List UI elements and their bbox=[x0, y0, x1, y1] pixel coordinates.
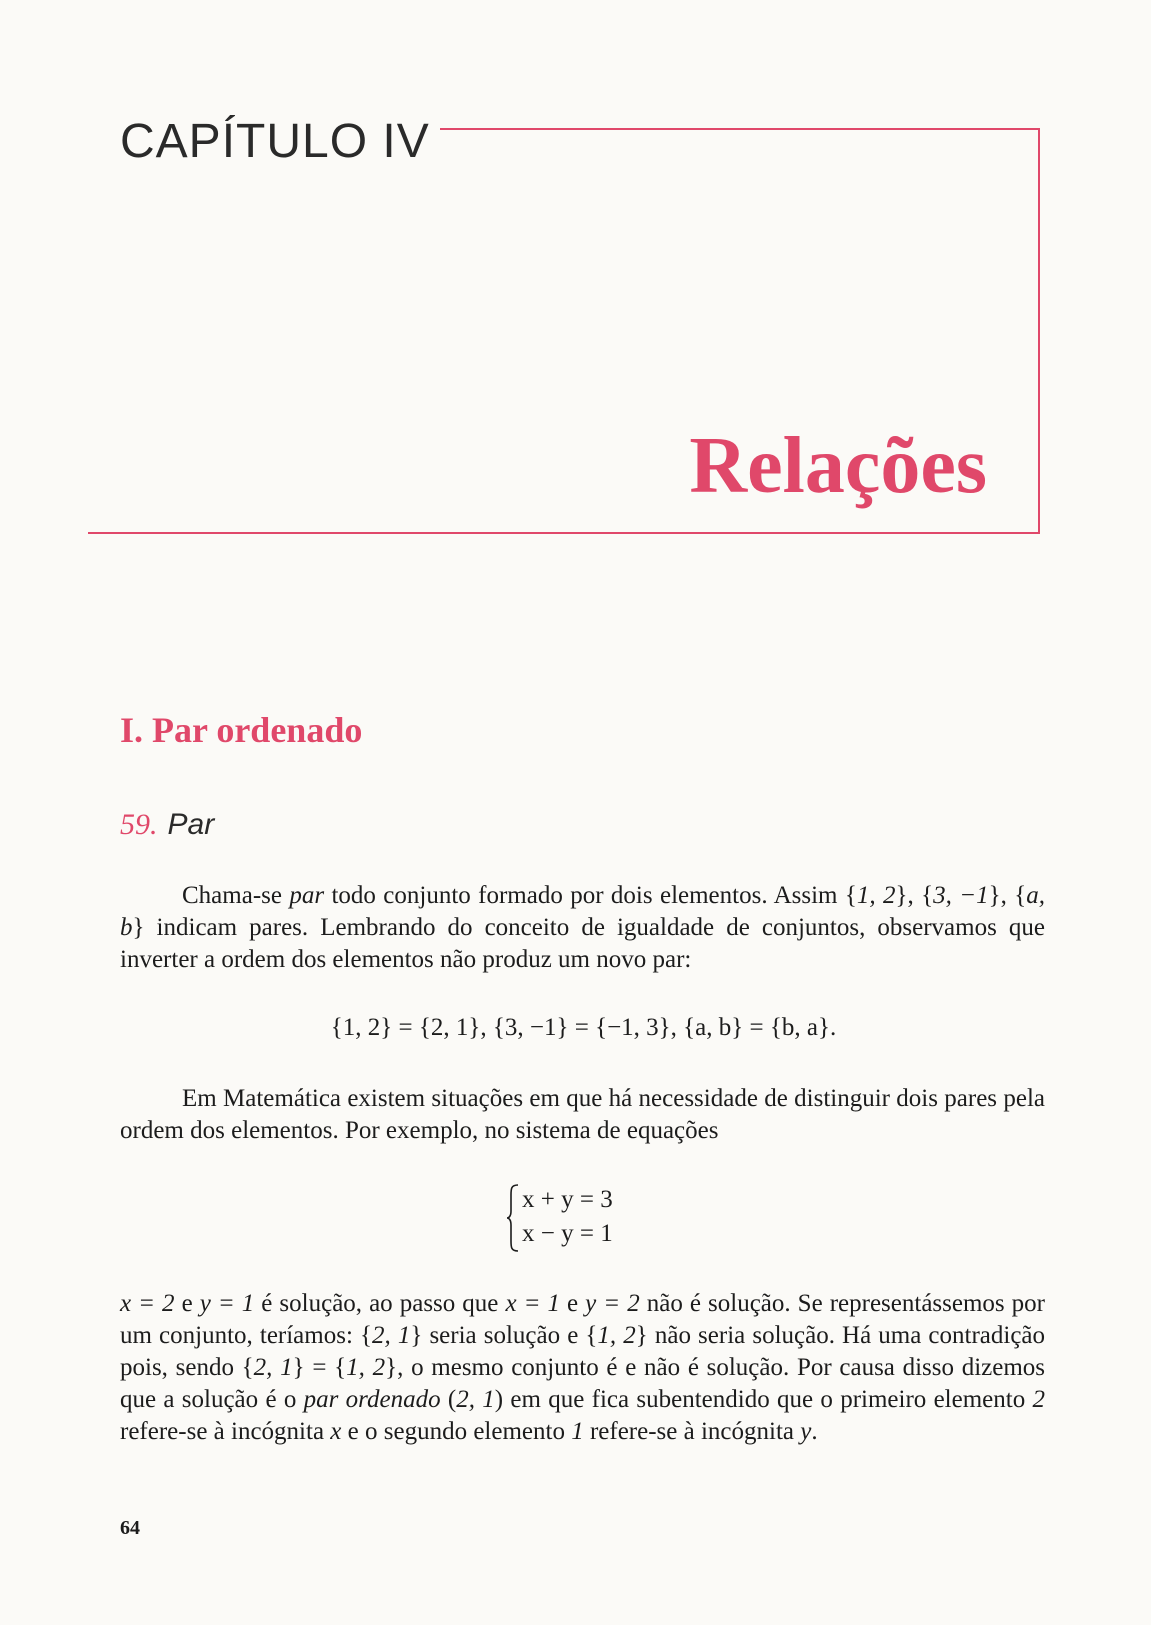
paragraph-definition: Chama-se par todo conjunto formado por dois elementos. Assim {1, 2}, {3, −1}, {a, b} indicam pares. Lembrando do conceito de igualdade de conjuntos, observamos que inverter a ordem dos elementos não produz um novo par: bbox=[120, 882, 1046, 973]
chapter-label: CAPÍTULO IV bbox=[120, 115, 430, 168]
subsection-number: 59. bbox=[120, 808, 158, 841]
left-brace-icon bbox=[506, 1183, 522, 1253]
chapter-frame-bottom-rule bbox=[88, 532, 1040, 534]
page-number: 64 bbox=[120, 1517, 140, 1539]
paragraph-order-motivation: Em Matemática existem situações em que há necessidade de distinguir dois pares pela ordem dos elementos. Por exemplo, no sistema de equações bbox=[120, 1085, 1045, 1144]
chapter-frame-top-rule bbox=[440, 128, 1040, 130]
chapter-title: Relações bbox=[689, 422, 987, 510]
system-equation-1: x + y = 3 bbox=[522, 1186, 613, 1213]
subsection-heading bbox=[120, 810, 214, 840]
system-equation-2: x − y = 1 bbox=[522, 1220, 613, 1247]
subsection-title: Par bbox=[167, 808, 215, 841]
section-heading: I. Par ordenado bbox=[120, 710, 363, 750]
equation-system bbox=[506, 1183, 666, 1253]
paragraph-ordered-pair: x = 2 e y = 1 é solução, ao passo que x = 1 e y = 2 não é solução. Se representássemos por um conjunto, teríamos: {2, 1} seria solução e {1, 2} não seria solução. Há uma contradição pois, sendo {2, 1} = {1, 2}, o mesmo conjunto é e não é solução. Por causa disso dizemos que a solução é o par ordenado (2, 1) em que fica subentendido que o primeiro elemento 2 refere-se à incógnita x e o segundo elemento 1 refere-se à incógnita y. bbox=[120, 1290, 1046, 1445]
set-equality-equation: {1, 2} = {2, 1}, {3, −1} = {−1, 3}, {a, b} = {b, a}. bbox=[330, 1014, 837, 1041]
chapter-frame-right-rule bbox=[1038, 128, 1040, 534]
